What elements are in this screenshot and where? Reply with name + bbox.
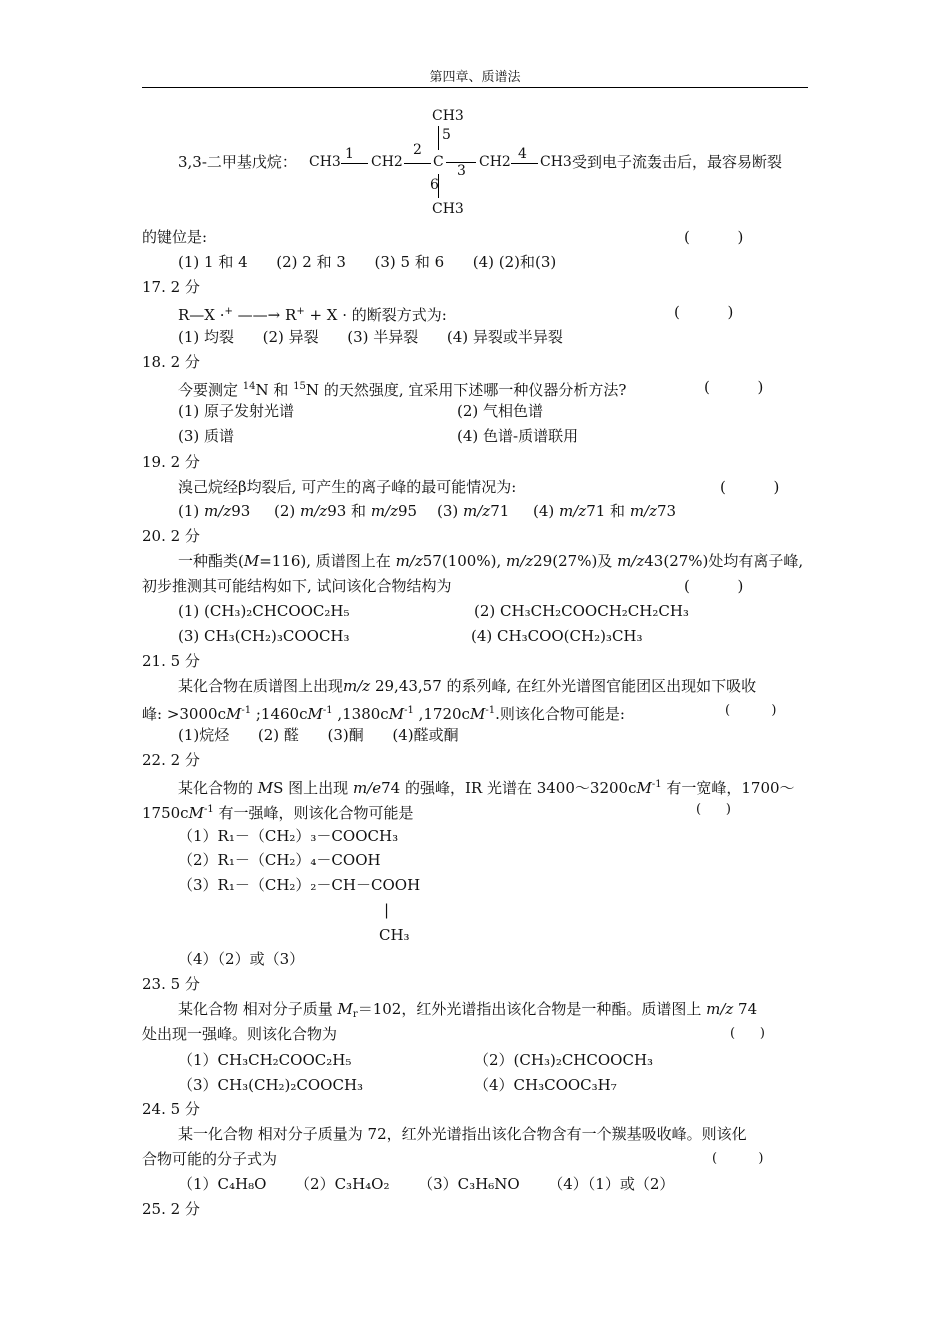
q20-answer-paren: ( ): [684, 577, 744, 595]
q23-option-2: （2）(CH₃)₂CHCOOCH₃: [474, 1051, 654, 1069]
q23-option-3: （3）CH₃(CH₂)₂COOCH₃: [178, 1076, 364, 1094]
compound-name: 3,3-二甲基戊烷：: [178, 153, 297, 171]
q16-suffix: 受到电子流轰击后，最容易断裂: [572, 153, 783, 171]
ch2-right: CH2: [479, 154, 511, 170]
q16-line2: 的键位是:: [142, 228, 208, 246]
q18-option-3: (3) 质谱: [178, 427, 235, 445]
q18-text-c: N 的天然强度, 宜采用下述哪一种仪器分析方法?: [305, 381, 627, 399]
q18-option-2: (2) 气相色谱: [457, 402, 544, 420]
bond-label-2: 2: [413, 142, 422, 158]
bond-2: [404, 163, 431, 164]
q23-answer-paren: ( ): [730, 1026, 765, 1041]
q18-sup-15: 15: [293, 381, 306, 392]
q24-options: （1）C₄H₈O （2）C₃H₄O₂ （3）C₃H₆NO （4）（1）或（2）: [178, 1175, 675, 1193]
q23-line1: 某化合物 相对分子质量 $M_r=102$，红外光谱指出该化合物是一种酯。质谱图上 m/z 74: [178, 1000, 758, 1020]
q22-option-2: （2）R₁－（CH₂）₄－COOH: [178, 851, 381, 869]
q20-number: 20. 2 分: [142, 527, 200, 545]
bond-1: [341, 163, 368, 164]
q17-number: 17. 2 分: [142, 278, 200, 296]
q22-option-3: （3）R₁－（CH₂）₂－CH－COOH: [178, 876, 421, 894]
q21-line2: 峰: $>3000cM^{-1}$ $;1460cM^{-1}$ $,1380cM^{-1}$ $,1720cM^{-1}$.则该化合物可能是:: [142, 705, 625, 723]
q18-sup-14: 14: [242, 381, 256, 392]
q23-option-1: （1）CH₃CH₂COOC₂H₅: [178, 1051, 352, 1069]
q21-answer-paren: ( ): [725, 703, 777, 718]
bond-label-3: 3: [457, 163, 466, 179]
q18-answer-paren: ( ): [704, 378, 764, 396]
q19-option-4: (4) m/z71 和 m/z73: [533, 502, 677, 520]
q19-answer-paren: ( ): [720, 478, 780, 496]
q20-option-1: (1) (CH₃)₂CHCOOC₂H₅: [178, 602, 350, 620]
q22-option-4: （4）（2）或（3）: [178, 950, 305, 968]
q25-number: 25. 2 分: [142, 1200, 200, 1218]
q18-option-1: (1) 原子发射光谱: [178, 402, 295, 420]
bond-5: [438, 126, 439, 150]
q16-options: (1) 1 和 4 (2) 2 和 3 (3) 5 和 6 (4) (2)和(3): [178, 253, 557, 271]
q18-option-4: (4) 色谱-质谱联用: [457, 427, 579, 445]
q23-number: 23. 5 分: [142, 975, 200, 993]
bond-label-5: 5: [442, 127, 451, 143]
q17-plus-sup-2: +: [296, 306, 305, 317]
ch3-right: CH3: [540, 154, 572, 170]
q20-line1: 一种酯类(M=116), 质谱图上在 m/z57(100%), m/z29(27%)及 m/z43(27%)处均有离子峰,: [178, 552, 804, 570]
top-ch3: CH3: [432, 108, 464, 124]
q22-answer-paren: ( ): [696, 802, 731, 817]
q20-option-3: (3) CH₃(CH₂)₃COOCH₃: [178, 627, 350, 645]
page-header: 第四章、质谱法: [429, 70, 521, 85]
q18-text-a: 今要测定: [178, 381, 243, 399]
q22-line2: $1750cM^{-1}$ 有一强峰，则该化合物可能是: [142, 804, 414, 822]
q24-line1: 某一化合物 相对分子质量为 72，红外光谱指出该化合物含有一个羰基吸收峰。则该化: [178, 1125, 747, 1143]
q17-formula-c: + X · 的断裂方式为:: [304, 306, 447, 324]
q20-line2: 初步推测其可能结构如下, 试问该化合物结构为: [142, 577, 452, 595]
header-rule: [142, 87, 808, 88]
q19-text: 溴己烷经β均裂后, 可产生的离子峰的最可能情况为:: [178, 478, 517, 496]
q16-answer-paren: ( ): [684, 228, 744, 246]
q21-options: (1)烷烃 (2) 醛 (3)酮 (4)醛或酮: [178, 726, 459, 744]
bond-label-1: 1: [345, 146, 354, 162]
q24-number: 24. 5 分: [142, 1100, 200, 1118]
q22-option-3-bond: |: [384, 901, 390, 919]
q17-plus-sup: +: [224, 306, 233, 317]
q20-option-4: (4) CH₃COO(CH₂)₃CH₃: [471, 627, 643, 645]
q17-options: (1) 均裂 (2) 异裂 (3) 半异裂 (4) 异裂或半异裂: [178, 328, 563, 346]
q19-option-2: (2) m/z93 和 m/z95: [274, 502, 418, 520]
q19-number: 19. 2 分: [142, 453, 200, 471]
q24-line2: 合物可能的分子式为: [142, 1150, 278, 1168]
q17-formula-b: ——→ R: [232, 306, 297, 324]
ch3-left: CH3: [309, 154, 341, 170]
q23-line2: 处出现一强峰。则该化合物为: [142, 1025, 338, 1043]
q22-line1: 某化合物的 MS 图上出现 m/e74 的强峰，IR 光谱在 $3400\sim 3200cM^{-1}$ 有一宽峰，1700～: [178, 779, 795, 797]
q19-option-3: (3) m/z71: [437, 502, 510, 520]
bond-label-4: 4: [518, 146, 527, 162]
q21-line1: 某化合物在质谱图上出现m/z 29,43,57 的系列峰, 在红外光谱图官能团区出现如下吸收: [178, 677, 757, 695]
q23-option-4: （4）CH₃COOC₃H₇: [474, 1076, 617, 1094]
q20-option-2: (2) CH₃CH₂COOCH₂CH₂CH₃: [474, 602, 689, 620]
ch2-left: CH2: [371, 154, 403, 170]
q22-option-3-ch3: CH₃: [379, 926, 410, 944]
q17-formula-a: R—X ·: [178, 306, 225, 324]
q18-text-b: N 和: [255, 381, 294, 399]
q17-answer-paren: ( ): [674, 303, 734, 321]
q22-number: 22. 2 分: [142, 751, 200, 769]
q24-answer-paren: ( ): [712, 1151, 764, 1166]
bottom-ch3: CH3: [432, 201, 464, 217]
bond-label-6: 6: [430, 177, 439, 193]
bond-4: [511, 163, 538, 164]
q22-option-1: （1）R₁－（CH₂）₃－COOCH₃: [178, 827, 399, 845]
quaternary-c: C: [433, 154, 444, 170]
q18-number: 18. 2 分: [142, 353, 200, 371]
q21-number: 21. 5 分: [142, 652, 200, 670]
q19-option-1: (1) m/z93: [178, 502, 251, 520]
